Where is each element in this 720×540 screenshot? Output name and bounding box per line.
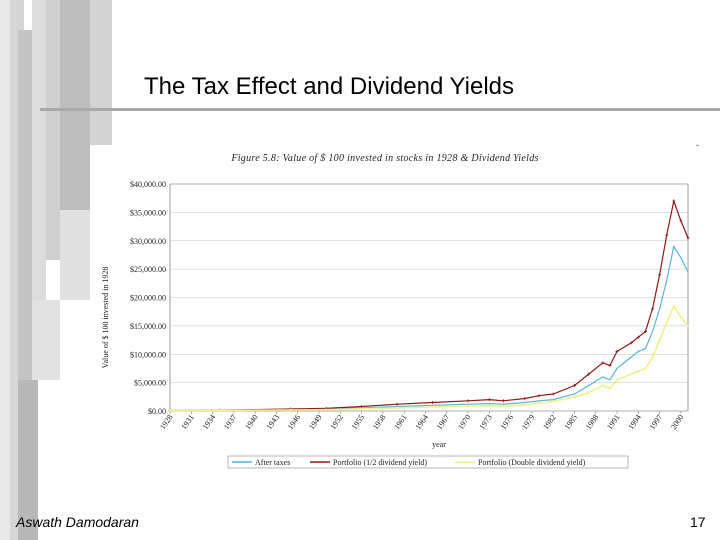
x-tick-label: 1934 — [200, 412, 218, 432]
data-point — [638, 351, 639, 352]
chart-title: Figure 5.8: Value of $ 100 invested in stocks in 1928 & Dividend Yields — [231, 153, 539, 164]
x-tick-label: 1964 — [413, 412, 431, 432]
data-point — [587, 392, 589, 394]
data-point — [396, 403, 399, 406]
series-line — [170, 246, 688, 410]
x-tick-label: 1991 — [605, 412, 622, 432]
data-point — [651, 307, 654, 310]
data-point — [502, 405, 504, 407]
data-point — [467, 405, 469, 407]
data-point — [665, 234, 668, 237]
y-tick-label: $0.00 — [148, 407, 166, 416]
data-point — [609, 379, 610, 380]
data-point — [524, 404, 526, 406]
x-tick-label: 1937 — [221, 412, 239, 432]
data-point — [431, 401, 434, 404]
x-tick-label: 1955 — [349, 412, 367, 432]
data-point — [537, 394, 540, 397]
data-point — [666, 280, 667, 281]
data-point — [602, 384, 604, 386]
data-point — [673, 305, 675, 307]
data-point — [552, 392, 555, 395]
data-point — [432, 405, 433, 406]
data-point — [169, 409, 171, 411]
slide-title: The Tax Effect and Dividend Yields — [144, 73, 515, 100]
x-tick-label: 1928 — [158, 412, 175, 432]
x-tick-label: 1985 — [562, 412, 580, 432]
data-point — [502, 399, 505, 402]
data-point — [488, 398, 491, 401]
data-point — [630, 373, 632, 375]
page-number: 17 — [690, 514, 706, 530]
x-tick-label: 1970 — [456, 412, 473, 432]
data-point — [659, 308, 660, 309]
x-tick-label: 1946 — [285, 412, 303, 432]
data-point — [616, 368, 617, 369]
data-point — [538, 400, 539, 401]
y-tick-label: $35,000.00 — [130, 208, 166, 218]
x-tick-label: 1958 — [370, 412, 388, 432]
data-point — [467, 404, 468, 405]
data-point — [552, 400, 554, 402]
data-point — [651, 356, 653, 358]
legend-label: Portfolio (Double dividend yield) — [478, 458, 586, 467]
data-point — [658, 339, 660, 341]
data-point — [652, 331, 653, 332]
data-point — [467, 399, 470, 402]
data-point — [488, 405, 490, 407]
legend-label: After taxes — [255, 458, 291, 467]
data-point — [680, 257, 681, 258]
x-tick-label: 1961 — [392, 412, 409, 432]
x-tick-label: 1988 — [583, 412, 601, 432]
data-point — [574, 393, 575, 394]
data-point — [289, 409, 291, 411]
x-tick-label: 1997 — [647, 412, 665, 432]
data-point — [687, 271, 688, 272]
data-point — [538, 402, 540, 404]
y-axis-label: Value of $ 100 invested in 1928 — [101, 266, 110, 369]
data-point — [489, 403, 490, 404]
x-axis-label: year — [432, 440, 446, 449]
x-tick-label: 1976 — [498, 412, 516, 432]
data-point — [325, 408, 327, 410]
legend-label: Portfolio (1/2 dividend yield) — [333, 458, 427, 467]
x-tick-label: 1973 — [477, 412, 494, 432]
data-point — [680, 316, 682, 318]
x-tick-label: 1931 — [179, 412, 196, 432]
data-point — [644, 367, 646, 369]
data-point — [573, 396, 575, 398]
data-point — [673, 246, 674, 247]
x-tick-label: 1994 — [626, 412, 643, 432]
series-line — [170, 306, 688, 410]
y-tick-label: $15,000.00 — [130, 321, 166, 331]
dash-mark: - — [696, 140, 699, 150]
x-tick-label: 1943 — [264, 412, 282, 432]
y-tick-label: $5,000.00 — [134, 378, 166, 388]
x-tick-label: 1949 — [307, 412, 324, 432]
data-point — [588, 385, 589, 386]
y-tick-label: $25,000.00 — [130, 265, 166, 275]
data-point — [523, 397, 526, 400]
data-point — [666, 322, 668, 324]
data-point — [602, 376, 603, 377]
y-tick-label: $40,000.00 — [130, 180, 166, 189]
data-point — [658, 273, 661, 276]
data-point — [218, 409, 220, 411]
data-point — [631, 356, 632, 357]
data-point — [524, 402, 525, 403]
data-point — [687, 325, 689, 327]
y-tick-label: $30,000.00 — [130, 236, 166, 246]
data-point — [616, 379, 618, 381]
data-point — [360, 408, 362, 410]
x-tick-label: 1979 — [519, 412, 537, 432]
data-point — [637, 370, 639, 372]
data-point — [645, 348, 646, 349]
y-tick-label: $20,000.00 — [130, 293, 166, 303]
data-point — [503, 404, 504, 405]
x-tick-label: 1940 — [243, 412, 260, 432]
data-point — [396, 407, 398, 409]
x-tick-label: 1967 — [434, 412, 452, 432]
data-point — [431, 406, 433, 408]
x-tick-label: 2000 — [668, 412, 686, 432]
footer-author: Aswath Damodaran — [16, 514, 139, 530]
data-point — [672, 200, 675, 203]
y-tick-label: $10,000.00 — [130, 350, 166, 360]
data-point — [609, 387, 611, 389]
data-point — [553, 399, 554, 400]
x-tick-label: 1982 — [541, 412, 558, 432]
x-tick-label: 1952 — [328, 412, 345, 432]
